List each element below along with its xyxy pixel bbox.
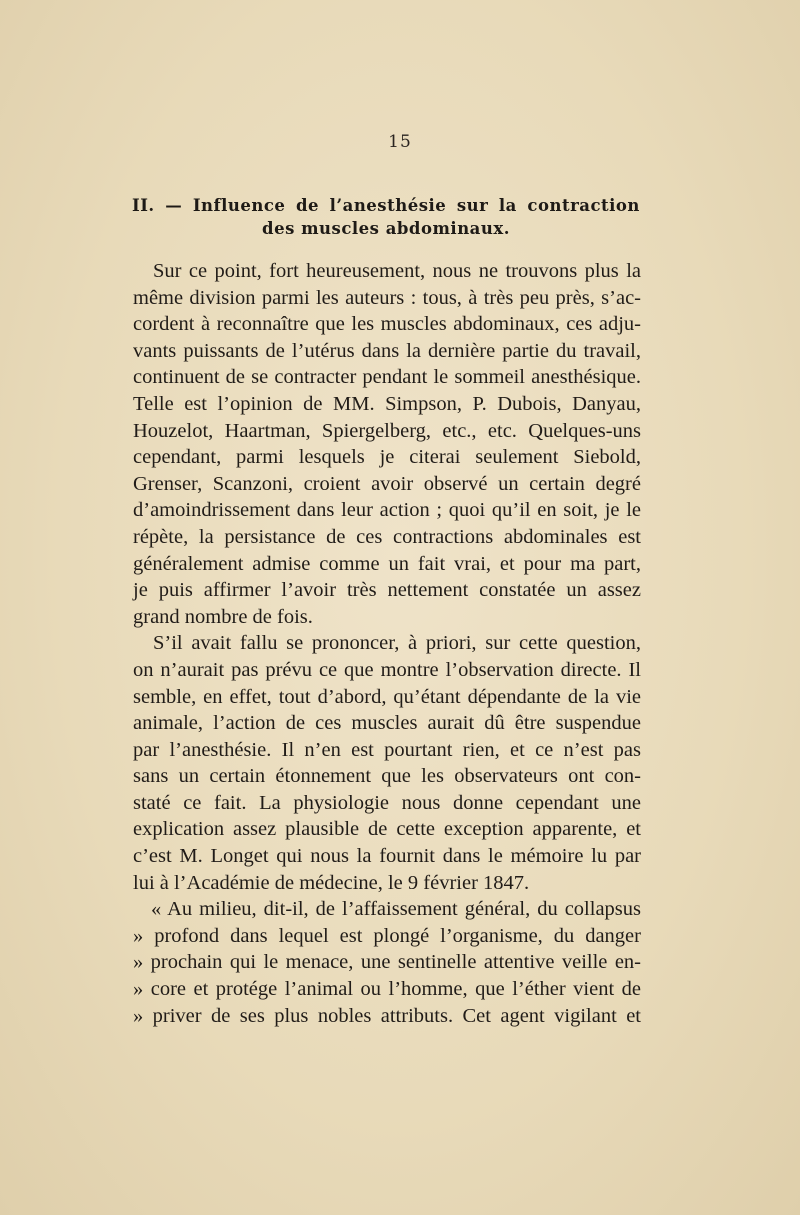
text-line: » profond dans lequel est plongé l’organisme, du danger [133,924,641,947]
text-line: Telle est l’opinion de MM. Simpson, P. Dubois, Danyau, [133,392,641,415]
text-line: » core et protége l’animal ou l’homme, que l’éther vient de [133,978,641,1001]
text-line: même division parmi les auteurs : tous, à très peu près, s’ac- [133,286,641,309]
heading-word: la [498,196,517,215]
text-line: S’il avait fallu se prononcer, à priori, sur cette question, [153,632,641,655]
paragraph-1 [133,258,641,630]
text-line: répète, la persistance de ces contractions abdominales est [133,525,641,548]
body-text [133,258,641,1029]
text-line: » priver de ses plus nobles attributs. Cet agent vigilant et [133,1004,641,1027]
heading-word: de [296,196,320,215]
text-line: semble, en effet, tout d’abord, qu’étant dépendante de la vie [133,685,641,708]
text-line: c’est M. Longet qui nous la fournit dans le mémoire lu par [133,845,641,868]
text-line: Sur ce point, fort heureusement, nous ne trouvons plus la [153,260,641,282]
text-line: grand nombre de fois. [133,605,313,628]
text-line: staté ce fait. La physiologie nous donne cependant une [133,791,641,814]
text-line: Grenser, Scanzoni, croient avoir observé un certain degré [133,472,641,495]
text-line: animale, l’action de ces muscles aurait dû être suspendue [133,712,641,735]
text-line: « Au milieu, dit-il, de l’affaissement général, du collapsus [151,898,641,921]
section-heading-line-1 [132,194,640,217]
text-line: Houzelot, Haartman, Spiergelberg, etc., etc. Quelques-uns [133,419,641,442]
section-dash: — [165,196,183,215]
text-line: généralement admise comme un fait vrai, et pour ma part, [133,552,641,575]
paragraph-3-quotation [133,896,641,1029]
section-heading-line-2: des muscles abdominaux. [262,219,510,238]
text-line: cependant, parmi lesquels je citerai seulement Siebold, [133,446,641,469]
text-line: sans un certain étonnement que les observateurs ont con- [133,765,641,788]
text-line: je puis affirmer l’avoir très nettement constatée un assez [133,579,641,602]
text-line: on n’aurait pas prévu ce que montre l’observation directe. Il [133,658,641,681]
section-heading [132,194,640,240]
text-line: par l’anesthésie. Il n’en est pourtant rien, et ce n’est pas [133,738,641,761]
text-line: lui à l’Académie de médecine, le 9 février 1847. [133,871,530,894]
text-line: vants puissants de l’utérus dans la dernière partie du travail, [133,339,641,362]
text-line: d’amoindrissement dans leur action ; quoi qu’il en soit, je le [133,499,641,522]
heading-word: sur [456,196,489,215]
page-number: 15 [388,132,412,152]
heading-word: Influence [192,196,286,215]
heading-word: l’anesthésie [329,196,447,215]
text-line: continuent de se contracter pendant le sommeil anesthésique. [133,366,641,389]
section-number: II. [132,196,155,215]
heading-word: contraction [527,196,640,215]
text-line: explication assez plausible de cette exception apparente, et [133,818,641,841]
text-line: » prochain qui le menace, une sentinelle attentive veille en- [133,951,641,974]
paragraph-2 [133,630,641,896]
text-line: cordent à reconnaître que les muscles abdominaux, ces adju- [133,313,641,336]
